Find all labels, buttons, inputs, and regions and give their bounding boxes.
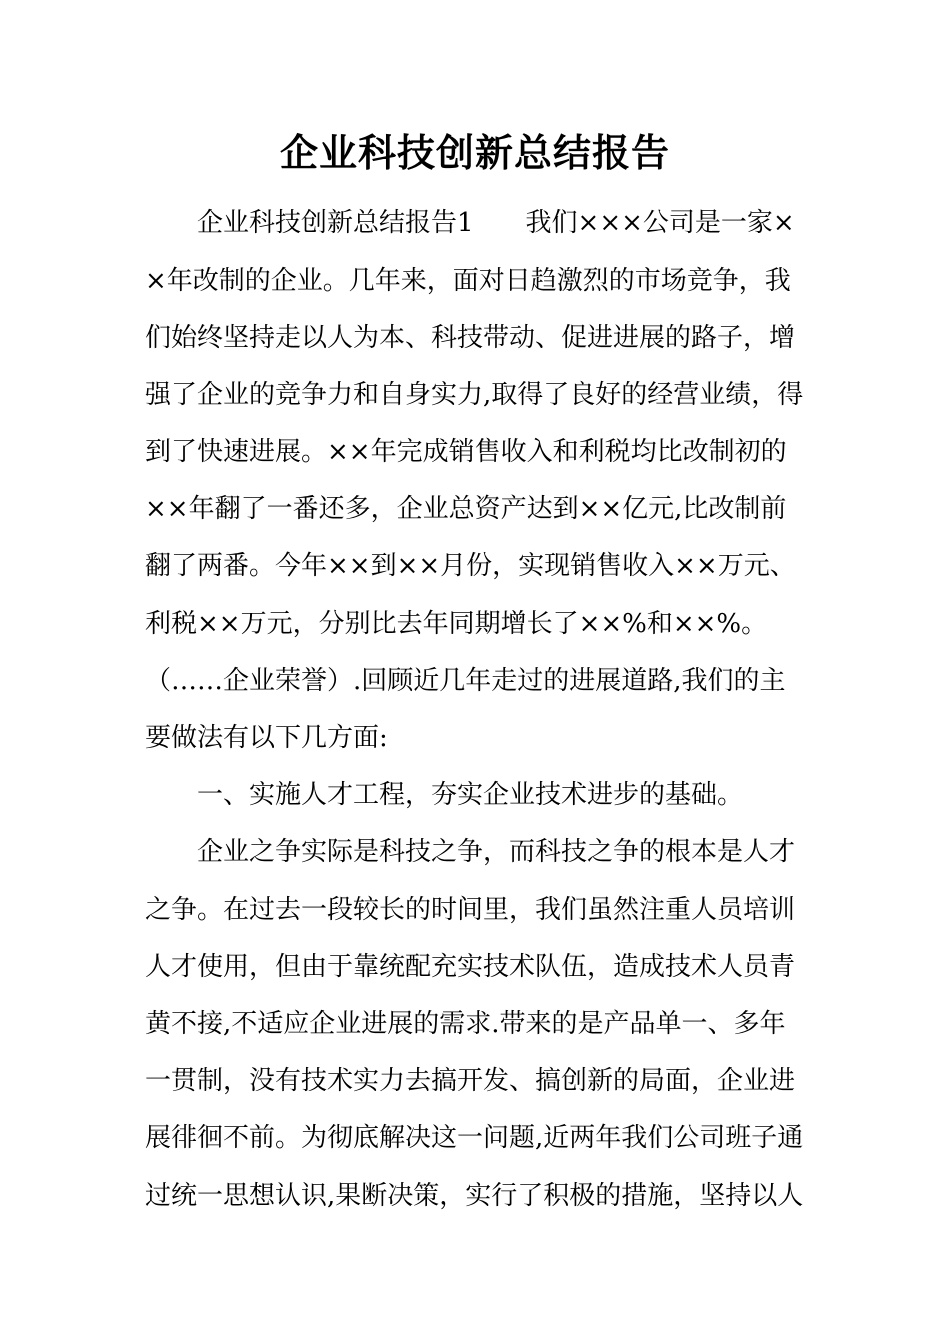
paragraph-2-line-5: 一贯制，没有技术实力去搞开发、搞创新的局面，企业进 (145, 1066, 796, 1096)
paragraph-2-line-1: 企业之争实际是科技之争，而科技之争的根本是人才 (197, 837, 796, 867)
paragraph-1-line-3: 们始终坚持走以人为本、科技带动、促进进展的路子，增 (145, 323, 796, 353)
paragraph-1-line-8: 利税××万元，分别比去年同期增长了××%和××%。 (145, 609, 768, 639)
paragraph-1-line-10: 要做法有以下几方面: (145, 723, 388, 753)
paragraph-1-line-4: 强了企业的竞争力和自身实力,取得了良好的经营业绩，得 (145, 380, 804, 410)
paragraph-1-line-6: ××年翻了一番还多，企业总资产达到××亿元,比改制前 (145, 494, 787, 524)
paragraph-1-line-1: 企业科技创新总结报告1 我们×××公司是一家× (197, 208, 795, 238)
paragraph-2-line-7: 过统一思想认识,果断决策，实行了积极的措施，坚持以人 (145, 1181, 804, 1211)
section-heading-1: 一、实施人才工程，夯实企业技术进步的基础。 (197, 780, 744, 810)
paragraph-2-line-6: 展徘徊不前。为彻底解决这一问题,近两年我们公司班子通 (145, 1123, 804, 1153)
paragraph-2-line-3: 人才使用，但由于靠统配充实技术队伍，造成技术人员青 (145, 952, 796, 982)
paragraph-1-line-9: （……企业荣誉）.回顾近几年走过的进展道路,我们的主 (145, 666, 786, 696)
paragraph-1-line-2: ×年改制的企业。几年来，面对日趋激烈的市场竞争，我 (145, 266, 791, 296)
document-title: 企业科技创新总结报告 (279, 130, 670, 175)
paragraph-2-line-2: 之争。在过去一段较长的时间里，我们虽然注重人员培训 (145, 895, 796, 925)
paragraph-2-line-4: 黄不接,不适应企业进展的需求.带来的是产品单一、多年 (145, 1009, 786, 1039)
paragraph-1-line-7: 翻了两番。今年××到××月份，实现销售收入××万元、 (145, 551, 796, 581)
paragraph-1-line-5: 到了快速进展。××年完成销售收入和利税均比改制初的 (145, 437, 787, 467)
